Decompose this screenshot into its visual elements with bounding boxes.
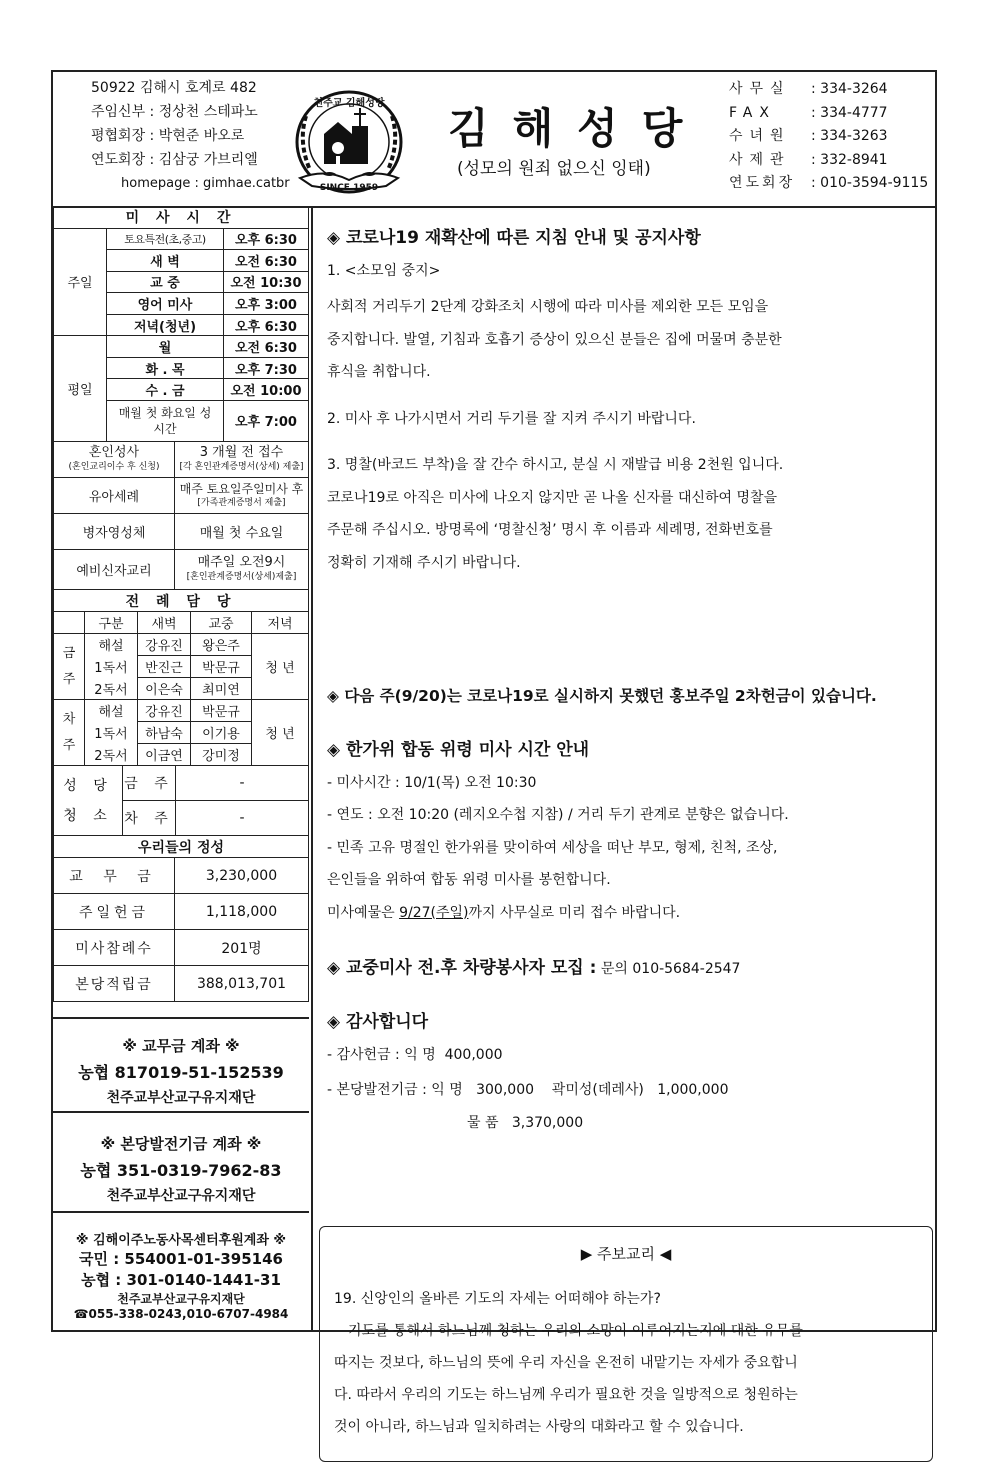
notice-line: 정확히 기재해 주시기 바랍니다.	[327, 554, 521, 571]
notice-line: 코로나19로 아직은 미사에 나오지 않지만 곧 나올 신자를 대신하여 명찰을	[327, 489, 778, 506]
notice-covid	[327, 222, 783, 579]
offering-value: 3,230,000	[175, 858, 309, 894]
notice-volunteers-title: ◈ 교중미사 전.후 차량봉사자 모집 :	[327, 958, 597, 978]
migrant-title: ※ 김해이주노동사목센터후원계좌 ※	[75, 1233, 287, 1248]
right-column	[313, 206, 935, 1435]
liturgy-role: 2독서	[85, 678, 138, 700]
notice-line: - 민족 고유 명절인 한가위를 맞이하여 세상을 떠난 부모, 형제, 친척, 조상,	[327, 839, 778, 856]
catechism-box	[319, 1226, 933, 1462]
catechism-answer-line: 기도를 통해서 하느님께 청하는 우리의 소망이 이루어지는지에 대한 유무를	[348, 1323, 803, 1339]
liturgy-evening: 청 년	[252, 700, 309, 766]
migrant-account-2: 농협 : 301-0140-1441-31	[81, 1271, 281, 1289]
notice-memorial-mass	[327, 734, 789, 929]
offering-value: 201명	[175, 930, 309, 966]
association-chair: 연도회장 : 김삼궁 가브리엘	[91, 152, 258, 168]
notice-line: 3. 명찰(바코드 부착)을 잘 간수 하시고, 분실 시 재발급 비용 2천원 입니다.	[327, 457, 784, 473]
sacrament-marriage: 혼인성사 (혼인교리이수 후 신청)	[54, 442, 175, 478]
mass-time: 오후 6:30	[224, 314, 309, 336]
mass-title: 미 사 시 간	[54, 207, 309, 229]
cleaning-week: 금 주	[123, 766, 176, 801]
contact-office: 사무실 : 334-3264	[729, 81, 888, 97]
notice-line: 2. 미사 후 나가시면서 거리 두기를 잘 지켜 주시기 바랍니다.	[327, 410, 696, 427]
notice-line: 물 품 3,370,000	[467, 1114, 584, 1131]
sunday-label: 주일	[54, 228, 107, 336]
notice-line: 주문해 주십시오. 방명록에 ‘명찰신청’ 명시 후 이름과 세례명, 전화번호를	[327, 522, 773, 538]
sacrament-marriage-value: 3 개월 전 접수 [각 혼인관계증명서(상세) 제출]	[175, 442, 309, 478]
sacrament-catechumen-value: 매주일 오전9시 [혼인관계증명서(상세)제출]	[175, 550, 309, 590]
bulletin-frame	[51, 70, 937, 1435]
catechism-answer-line: 따지는 것보다, 하느님의 뜻에 우리 자신을 온전히 내맡기는 자세가 중요합니	[334, 1355, 798, 1371]
development-fund-account	[53, 1111, 309, 1213]
offering-table	[53, 835, 309, 1002]
liturgy-role: 1독서	[85, 656, 138, 678]
catechism-title: ▶ 주보교리 ◀	[580, 1245, 672, 1263]
mass-time: 오후 7:30	[224, 357, 309, 379]
liturgy-main: 강미정	[191, 744, 252, 766]
liturgy-role: 2독서	[85, 744, 138, 766]
migrant-account-holder: 천주교부산교구유지재단	[117, 1292, 245, 1306]
mass-time: 오후 6:30	[224, 228, 309, 250]
tithe-account-number: 농협 817019-51-152539	[78, 1063, 284, 1082]
mass-name: 교 중	[107, 271, 224, 293]
notice-line: 사회적 거리두기 2단계 강화조치 시행에 따라 미사를 제외한 모든 모임을	[327, 299, 769, 315]
mass-name: 화 . 목	[107, 357, 224, 379]
notice-line: 은인들을 위하여 합동 위령 미사를 봉헌합니다.	[327, 872, 611, 888]
offering-name: 미사참례수	[54, 930, 175, 966]
mass-time: 오전 6:30	[224, 336, 309, 358]
liturgy-role: 해설	[85, 634, 138, 656]
homepage: homepage : gimhae.catbr	[121, 176, 290, 191]
offering-name: 교 무 금	[54, 858, 175, 894]
notice-line: - 미사시간 : 10/1(목) 오전 10:30	[327, 774, 537, 791]
migrant-center-account	[53, 1213, 309, 1329]
notice-line: 미사예물은 9/27(주일)까지 사무실로 미리 접수 바랍니다.	[327, 904, 681, 921]
mass-time: 오전 10:00	[224, 379, 309, 401]
page-title: 김해성당	[448, 104, 707, 153]
catechism-question: 19. 신앙인의 올바른 기도의 자세는 어떠해야 하는가?	[334, 1291, 661, 1307]
fund-account-holder: 천주교부산교구유지재단	[106, 1188, 256, 1204]
liturgy-header: 저녁	[252, 612, 309, 634]
cleaning-week: 차 주	[123, 801, 176, 836]
mass-name: 저녁(청년)	[107, 314, 224, 336]
sacrament-infant-baptism-value: 매주 토요일주일미사 후 [가족관계증명서 제출]	[175, 478, 309, 514]
header-info	[91, 76, 290, 196]
mass-time: 오전 10:30	[224, 271, 309, 293]
notice-line: - 본당발전기금 : 익 명 300,000 곽미성(데레사) 1,000,000	[327, 1082, 729, 1098]
cleaning-value: -	[176, 801, 309, 836]
address: 50922 김해시 호계로 482	[91, 80, 257, 96]
catechism-answer-line: 것이 아니라, 하느님과 일치하려는 사랑의 대화라고 할 수 있습니다.	[334, 1419, 744, 1435]
mass-name: 새 벽	[107, 250, 224, 272]
catechism-body	[334, 1283, 803, 1443]
tithe-account-title: ※ 교무금 계좌 ※	[122, 1037, 240, 1055]
liturgy-main: 최미연	[191, 678, 252, 700]
pastor: 주임신부 : 정상천 스테파노	[91, 104, 258, 120]
cleaning-value: -	[176, 766, 309, 801]
contact-fax: FAX : 334-4777	[729, 104, 888, 121]
liturgy-main: 박문규	[191, 700, 252, 722]
mass-name: 매월 첫 화요일 성시간	[107, 400, 224, 441]
mass-name: 토요특전(초,중고)	[107, 228, 224, 250]
catechism-answer-line: 다. 따라서 우리의 기도는 하느님께 우리가 필요한 것을 일방적으로 청원하는	[334, 1387, 798, 1403]
liturgy-main: 왕은주	[191, 634, 252, 656]
sacraments-table	[53, 441, 309, 590]
liturgy-header: 교중	[191, 612, 252, 634]
liturgy-header: 구분	[85, 612, 138, 634]
fund-account-title: ※ 본당발전기금 계좌 ※	[100, 1135, 262, 1153]
sacrament-infant-baptism: 유아세례	[54, 478, 175, 514]
header	[53, 72, 935, 208]
liturgy-main: 이기용	[191, 722, 252, 744]
notice-line: 중지합니다. 발열, 기침과 호흡기 증상이 있으신 분들은 집에 머물며 충분한	[327, 331, 782, 348]
this-week-label: 금 주	[54, 634, 85, 700]
notice-line: - 감사헌금 : 익 명 400,000	[327, 1046, 503, 1063]
mass-name: 영어 미사	[107, 293, 224, 315]
liturgy-dawn: 반진근	[138, 656, 191, 678]
liturgy-evening: 청 년	[252, 634, 309, 700]
liturgy-role: 1독서	[85, 722, 138, 744]
mass-name: 월	[107, 336, 224, 358]
contact-convent: 수녀원 : 334-3263	[729, 128, 888, 144]
sacrament-catechumen: 예비신자교리	[54, 550, 175, 590]
migrant-account-1: 국민 : 554001-01-395146	[79, 1250, 283, 1268]
mass-time: 오전 6:30	[224, 250, 309, 272]
mass-schedule-table	[53, 206, 309, 442]
sacrament-sick-communion-value: 매월 첫 수요일	[175, 514, 309, 550]
notice-line: 휴식을 취합니다.	[327, 364, 431, 380]
mass-name: 수 . 금	[107, 379, 224, 401]
svg-text:천주교 김해성당: 천주교 김해성당	[313, 98, 385, 109]
fund-account-number: 농협 351-0319-7962-83	[80, 1161, 282, 1180]
offering-title: 우리들의 정성	[54, 836, 309, 858]
left-column	[53, 206, 313, 1330]
offering-name: 주일헌금	[54, 894, 175, 930]
notice-volunteers	[327, 952, 740, 986]
notice-second-collection-title: ◈ 다음 주(9/20)는 코로나19로 실시하지 못했던 홍보주일 2차헌금이 있습니다.	[327, 687, 877, 705]
weekday-label: 평일	[54, 336, 107, 442]
liturgy-dawn: 하남숙	[138, 722, 191, 744]
liturgy-table	[53, 589, 309, 766]
notice-thanks	[327, 1006, 728, 1139]
offering-value: 388,013,701	[175, 966, 309, 1002]
contact-rectory: 사제관 : 332-8941	[729, 151, 888, 168]
notice-volunteers-contact: 문의 010-5684-2547	[600, 961, 741, 977]
notice-covid-title: ◈ 코로나19 재확산에 따른 지침 안내 및 공지사항	[327, 228, 701, 248]
notice-memorial-title: ◈ 한가위 합동 위령 미사 시간 안내	[327, 740, 590, 760]
mass-time: 오후 7:00	[224, 400, 309, 441]
liturgy-header: 새벽	[138, 612, 191, 634]
liturgy-dawn: 강유진	[138, 634, 191, 656]
notice-second-collection	[327, 680, 877, 713]
liturgy-title: 전 례 담 당	[54, 590, 309, 612]
council-chair: 평협회장 : 박현준 바오로	[91, 128, 245, 144]
liturgy-main: 박문규	[191, 656, 252, 678]
tithe-account	[53, 1017, 309, 1113]
notice-line: 1. <소모임 중지>	[327, 262, 441, 279]
liturgy-role: 해설	[85, 700, 138, 722]
liturgy-dawn: 이금연	[138, 744, 191, 766]
migrant-phone: ☎055-338-0243,010-6707-4984	[73, 1307, 289, 1321]
offering-value: 1,118,000	[175, 894, 309, 930]
church-logo-icon	[286, 86, 412, 198]
contact-list	[729, 78, 928, 196]
mass-time: 오후 3:00	[224, 293, 309, 315]
sacrament-sick-communion: 병자영성체	[54, 514, 175, 550]
liturgy-dawn: 이은숙	[138, 678, 191, 700]
notice-line: - 연도 : 오전 10:20 (레지오수첩 지참) / 거리 두기 관계로 분향은 없습니다.	[327, 807, 789, 823]
cleaning-label: 성 당 청 소	[54, 766, 123, 836]
contact-association: 연도회장 : 010-3594-9115	[729, 175, 929, 191]
liturgy-dawn: 강유진	[138, 700, 191, 722]
notice-thanks-title: ◈ 감사합니다	[327, 1012, 429, 1032]
tithe-account-holder: 천주교부산교구유지재단	[106, 1090, 256, 1106]
svg-text:SINCE 1959: SINCE 1959	[319, 183, 379, 193]
cleaning-table	[53, 765, 309, 836]
offering-name: 본당적립금	[54, 966, 175, 1002]
next-week-label: 차 주	[54, 700, 85, 766]
page-subtitle: (성모의 원죄 없으신 잉태)	[457, 159, 651, 179]
